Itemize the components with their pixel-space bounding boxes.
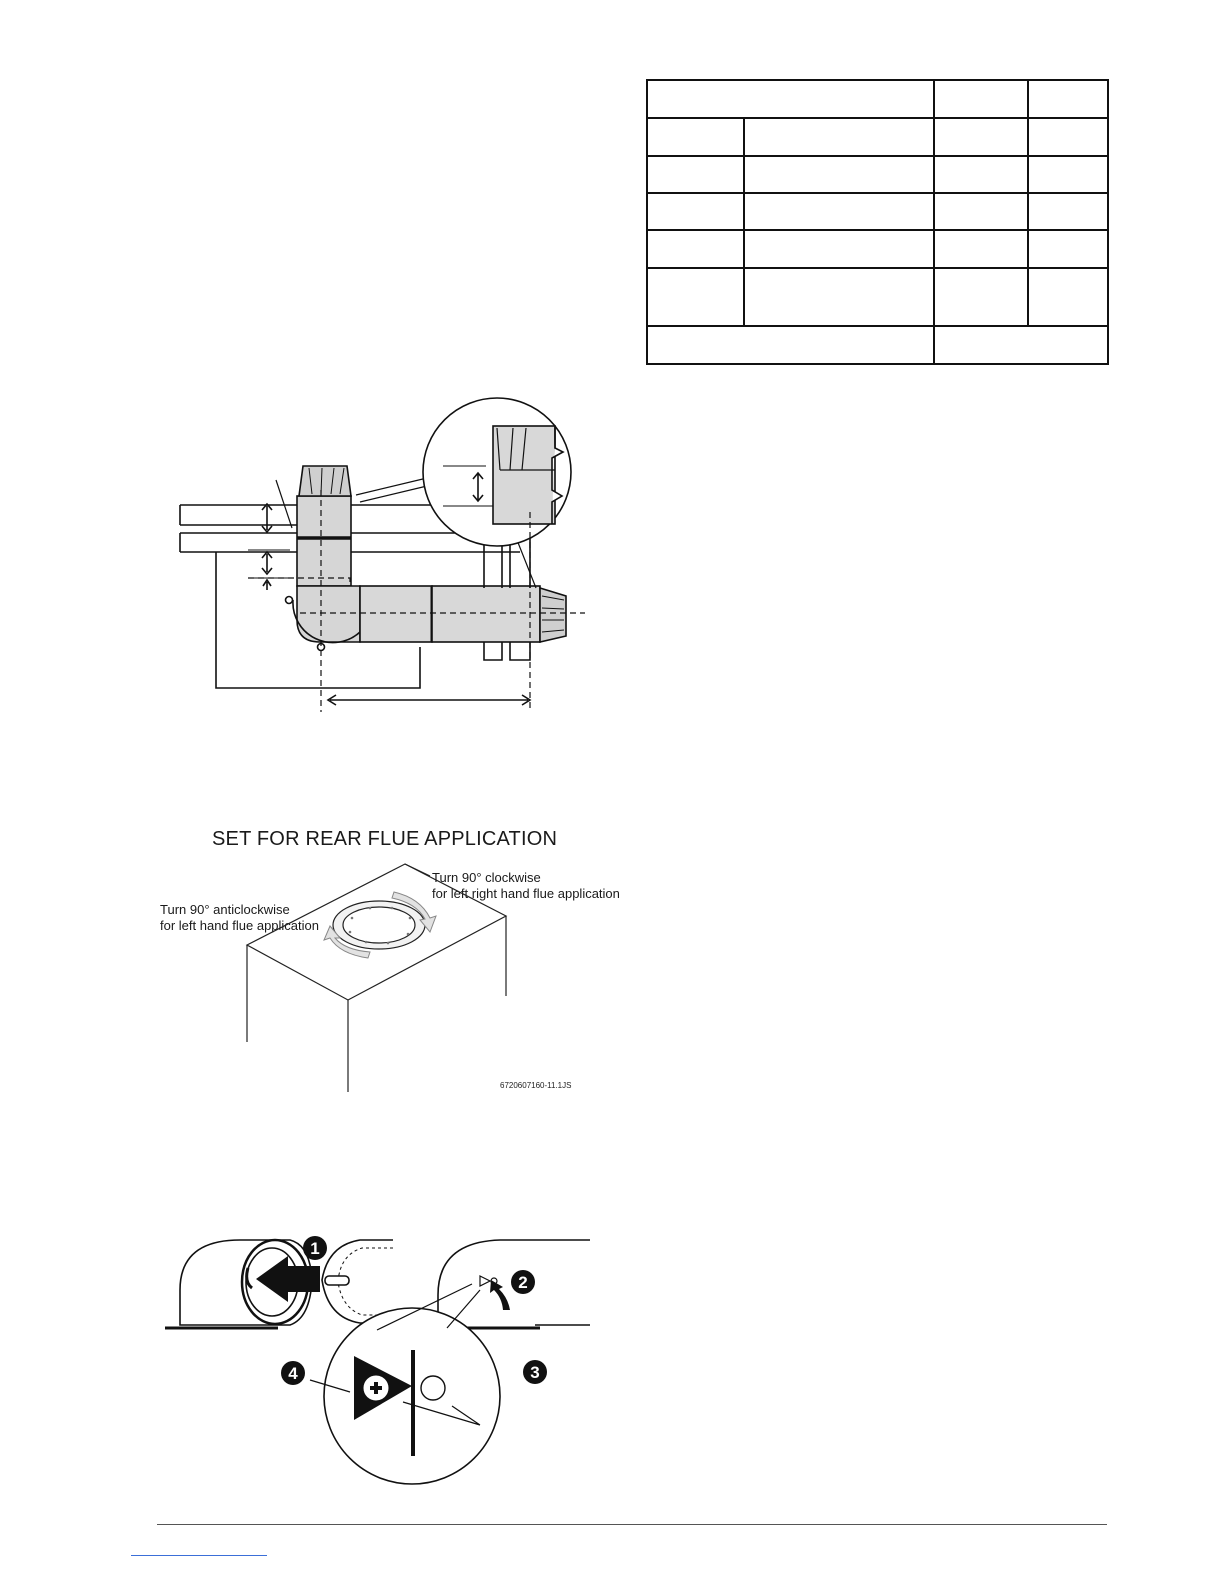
step-2-label: 2	[518, 1273, 528, 1292]
footer-link-underline[interactable]	[131, 1555, 267, 1556]
figure-title: SET FOR REAR FLUE APPLICATION	[212, 828, 558, 850]
figure-code: 6720607160-11.1JS	[500, 1081, 572, 1090]
note-clockwise-line2: for left right hand flue application	[432, 886, 620, 901]
note-anticlockwise-line2: for left hand flue application	[160, 918, 319, 933]
note-anticlockwise-line1: Turn 90° anticlockwise	[160, 902, 290, 917]
footer-rule	[157, 1524, 1107, 1525]
step-3-label: 3	[530, 1363, 540, 1382]
note-clockwise-line1: Turn 90° clockwise	[432, 870, 541, 885]
rotate-arrow-icon	[490, 1280, 510, 1310]
step-1-label: 1	[310, 1239, 320, 1258]
step-4-label: 4	[288, 1364, 298, 1383]
